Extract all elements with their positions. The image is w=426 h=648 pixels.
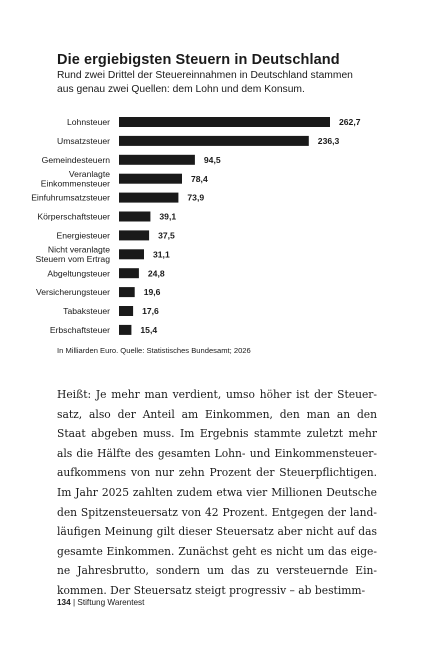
body-line: den Spitzensteuersatz von 42 Prozent. Entgegen der land- <box>57 505 377 519</box>
publisher-name: Stiftung Warentest <box>77 598 145 607</box>
value-label: 15,4 <box>140 325 158 335</box>
value-label: 78,4 <box>191 173 208 184</box>
bar <box>119 249 144 259</box>
body-line: gesamte Einkommen. Zunächst geht es nicht um das eige- <box>57 544 377 558</box>
bar <box>119 268 139 278</box>
value-label: 37,5 <box>158 230 175 241</box>
value-label: 94,5 <box>203 154 221 165</box>
category-label: Versicherungsteuer <box>35 287 110 298</box>
category-label: Energiesteuer <box>56 230 110 241</box>
body-line: aufkommens von nur zehn Prozent der Steuerpflichtigen. <box>57 466 377 480</box>
value-label: 39,1 <box>159 211 177 222</box>
page-number: 134 <box>57 598 71 607</box>
bar <box>119 325 131 335</box>
category-label: Erbschaftsteuer <box>49 325 110 335</box>
bar <box>119 117 330 127</box>
chart-subtitle-line: Rund zwei Drittel der Steuereinnahmen in Deutschland stammen <box>57 70 353 81</box>
bar <box>119 287 135 297</box>
chart-title: Die ergiebigsten Steuern in Deutschland <box>57 52 340 68</box>
category-label: Tabaksteuer <box>63 306 110 317</box>
value-label: 31,1 <box>153 249 170 260</box>
category-label: Nicht veranlagte Steuern vom Ertrag <box>35 244 110 265</box>
value-label: 73,9 <box>187 192 205 203</box>
value-label: 236,3 <box>317 136 340 146</box>
value-label: 262,7 <box>339 117 361 128</box>
page-footer <box>57 598 144 607</box>
bar <box>119 174 182 184</box>
bar <box>119 193 178 203</box>
body-line: Heißt: Je mehr man verdient, umso höher ist der Steuer- <box>57 388 377 401</box>
chart-source-note: In Milliarden Euro. Quelle: Statistisches Bundesamt; 2026 <box>57 346 251 355</box>
body-paragraph <box>57 385 377 601</box>
body-line: als die Hälfte des gesamten Lohn- und Einkommensteuer- <box>57 446 377 460</box>
category-label: Veranlagte Einkommensteuer <box>40 169 110 189</box>
category-label: Körperschaftsteuer <box>37 211 110 222</box>
chart-subtitle-line: aus genau zwei Quellen: dem Lohn und dem Konsum. <box>57 83 305 95</box>
bar <box>119 306 133 316</box>
footer-separator: | <box>72 598 76 607</box>
category-label: Umsatzsteuer <box>56 136 110 146</box>
value-label: 17,6 <box>142 306 159 317</box>
body-line: Staat abgeben muss. Im Ergebnis stammte zuletzt mehr <box>57 427 377 441</box>
bar <box>119 230 149 240</box>
bar <box>119 136 309 146</box>
category-label: Lohnsteuer <box>66 117 110 128</box>
bar <box>119 155 195 165</box>
bar <box>119 212 150 222</box>
value-label: 19,6 <box>143 287 161 298</box>
body-line: kommen. Der Steuersatz steigt progressiv – ab bestimm- <box>57 583 366 597</box>
body-line: Im Jahr 2025 zahlten zudem etwa vier Millionen Deutsche <box>57 485 377 499</box>
category-label: Gemeindesteuern <box>41 154 110 165</box>
value-label: 24,8 <box>147 268 165 279</box>
category-label: Abgeltungsteuer <box>47 268 110 279</box>
body-line: ne Jahresbrutto, sondern um das zu versteuernde Ein- <box>57 564 377 578</box>
body-line: läufigen Meinung gilt dieser Steuersatz aber nicht auf das <box>57 525 377 539</box>
category-label: Einfuhrumsatzsteuer <box>31 192 110 203</box>
body-line: satz, also der Anteil am Einkommen, den man an den <box>57 407 377 421</box>
